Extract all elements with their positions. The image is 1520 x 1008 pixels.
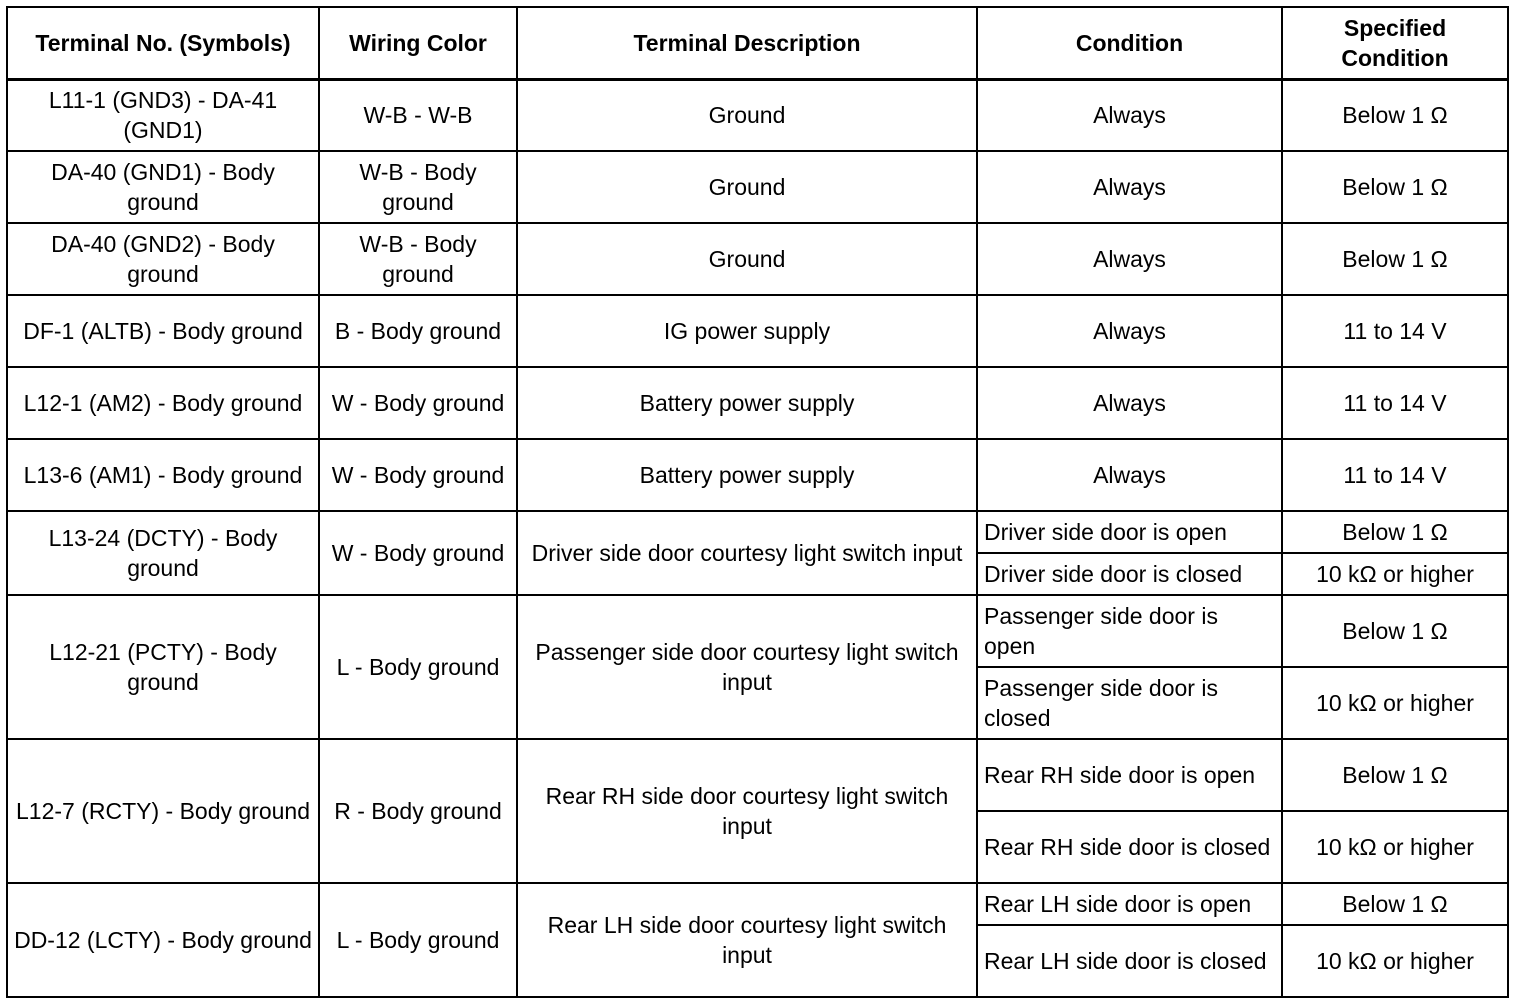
table-row (7, 151, 1508, 223)
wiring-color-cell: W-B - W-B (319, 79, 517, 151)
description-cell: Ground (517, 79, 977, 151)
condition-cell: Always (977, 151, 1282, 223)
condition-cell: Always (977, 439, 1282, 511)
specified-condition-cell: Below 1 Ω (1282, 223, 1508, 295)
header-specified-condition: Specified Condition (1282, 7, 1508, 79)
wiring-color-cell: W-B - Body ground (319, 223, 517, 295)
table-row (7, 79, 1508, 151)
header-terminal-description: Terminal Description (517, 7, 977, 79)
condition-cell: Rear LH side door is closed (977, 925, 1282, 997)
condition-cell: Driver side door is closed (977, 553, 1282, 595)
specified-condition-cell: Below 1 Ω (1282, 79, 1508, 151)
specified-condition-cell: 11 to 14 V (1282, 367, 1508, 439)
terminal-cell: L13-24 (DCTY) - Body ground (7, 511, 319, 595)
description-cell: Rear RH side door courtesy light switch input (517, 739, 977, 883)
description-cell: Passenger side door courtesy light switch input (517, 595, 977, 739)
condition-cell: Rear LH side door is open (977, 883, 1282, 925)
table-row (7, 595, 1508, 667)
table-row (7, 511, 1508, 553)
condition-cell: Always (977, 79, 1282, 151)
wiring-color-cell: W - Body ground (319, 439, 517, 511)
description-cell: IG power supply (517, 295, 977, 367)
condition-cell: Driver side door is open (977, 511, 1282, 553)
condition-cell: Rear RH side door is open (977, 739, 1282, 811)
wiring-color-cell: L - Body ground (319, 883, 517, 997)
header-condition: Condition (977, 7, 1282, 79)
description-cell: Driver side door courtesy light switch input (517, 511, 977, 595)
table-row (7, 739, 1508, 811)
wiring-color-cell: L - Body ground (319, 595, 517, 739)
specified-condition-cell: 11 to 14 V (1282, 439, 1508, 511)
terminal-cell: L12-21 (PCTY) - Body ground (7, 595, 319, 739)
table-row (7, 367, 1508, 439)
terminal-cell: DD-12 (LCTY) - Body ground (7, 883, 319, 997)
description-cell: Battery power supply (517, 439, 977, 511)
specified-condition-cell: 11 to 14 V (1282, 295, 1508, 367)
wiring-color-cell: B - Body ground (319, 295, 517, 367)
specified-condition-cell: 10 kΩ or higher (1282, 553, 1508, 595)
condition-cell: Always (977, 223, 1282, 295)
specified-condition-cell: 10 kΩ or higher (1282, 667, 1508, 739)
terminal-cell: DF-1 (ALTB) - Body ground (7, 295, 319, 367)
specified-condition-cell: Below 1 Ω (1282, 883, 1508, 925)
specified-condition-cell: Below 1 Ω (1282, 511, 1508, 553)
table-row (7, 883, 1508, 925)
specified-condition-cell: Below 1 Ω (1282, 595, 1508, 667)
specified-condition-cell: 10 kΩ or higher (1282, 811, 1508, 883)
wiring-color-cell: W - Body ground (319, 367, 517, 439)
condition-cell: Passenger side door is closed (977, 667, 1282, 739)
wiring-color-cell: R - Body ground (319, 739, 517, 883)
terminal-cell: L12-7 (RCTY) - Body ground (7, 739, 319, 883)
description-cell: Ground (517, 223, 977, 295)
terminal-spec-table (6, 6, 1509, 998)
specified-condition-cell: 10 kΩ or higher (1282, 925, 1508, 997)
header-row (7, 7, 1508, 79)
specified-condition-cell: Below 1 Ω (1282, 739, 1508, 811)
condition-cell: Always (977, 367, 1282, 439)
terminal-cell: DA-40 (GND1) - Body ground (7, 151, 319, 223)
specified-condition-cell: Below 1 Ω (1282, 151, 1508, 223)
table-row (7, 439, 1508, 511)
terminal-cell: L12-1 (AM2) - Body ground (7, 367, 319, 439)
terminal-cell: DA-40 (GND2) - Body ground (7, 223, 319, 295)
table-row (7, 295, 1508, 367)
wiring-color-cell: W - Body ground (319, 511, 517, 595)
condition-cell: Rear RH side door is closed (977, 811, 1282, 883)
condition-cell: Always (977, 295, 1282, 367)
description-cell: Ground (517, 151, 977, 223)
wiring-color-cell: W-B - Body ground (319, 151, 517, 223)
terminal-cell: L11-1 (GND3) - DA-41 (GND1) (7, 79, 319, 151)
terminal-cell: L13-6 (AM1) - Body ground (7, 439, 319, 511)
description-cell: Rear LH side door courtesy light switch input (517, 883, 977, 997)
table-row (7, 223, 1508, 295)
header-terminal: Terminal No. (Symbols) (7, 7, 319, 79)
condition-cell: Passenger side door is open (977, 595, 1282, 667)
description-cell: Battery power supply (517, 367, 977, 439)
header-wiring-color: Wiring Color (319, 7, 517, 79)
